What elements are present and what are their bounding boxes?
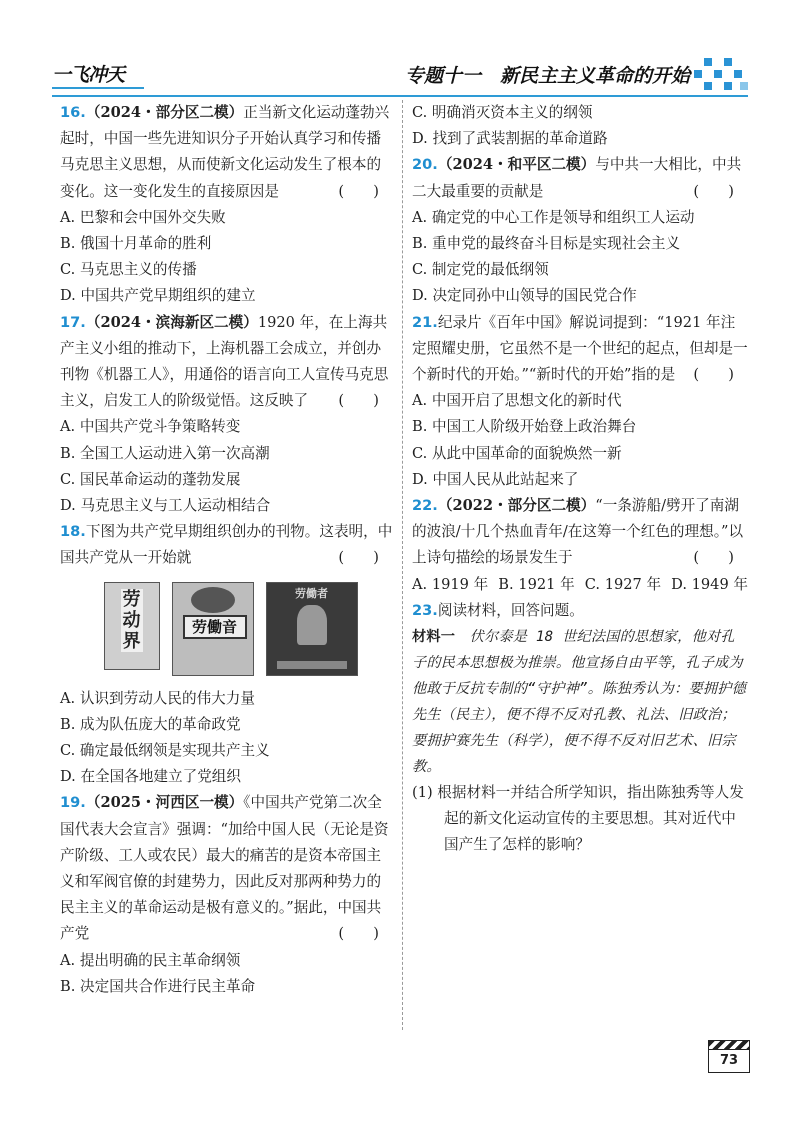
question-number: 21. bbox=[412, 313, 438, 331]
option[interactable]: C. 从此中国革命的面貌焕然一新 bbox=[412, 444, 622, 462]
question-number: 20. bbox=[412, 156, 438, 174]
option[interactable]: C. 1927 年 bbox=[584, 575, 662, 593]
question-stem: 阅读材料，回答问题。 bbox=[437, 601, 584, 619]
option[interactable]: A. 中国开启了思想文化的新时代 bbox=[412, 392, 622, 410]
option[interactable]: D. 中国共产党早期组织的建立 bbox=[60, 287, 256, 305]
option[interactable]: C. 马克思主义的传播 bbox=[60, 261, 197, 279]
question-stem: 纪录片《百年中国》解说词提到：“1921 年注定照耀史册，它虽然不是一个世纪的起点，但却是一个新时代的开始。”“新时代的开始”指的是 bbox=[412, 313, 748, 384]
header-rule bbox=[52, 95, 748, 97]
page-header bbox=[52, 58, 748, 96]
question-number: 23. bbox=[412, 601, 438, 619]
answer-blank[interactable]: ( ) bbox=[693, 182, 734, 200]
periodical-image-1: 劳动界 bbox=[104, 582, 160, 670]
option[interactable]: D. 中国人民从此站起来了 bbox=[412, 470, 579, 488]
option[interactable]: C. 国民革命运动的蓬勃发展 bbox=[60, 470, 241, 488]
question-number: 19. bbox=[60, 794, 86, 812]
option[interactable]: D. 决定同孙中山领导的国民党合作 bbox=[412, 287, 637, 305]
answer-blank[interactable]: ( ) bbox=[338, 392, 379, 410]
option[interactable]: B. 成为队伍庞大的革命政党 bbox=[60, 715, 241, 733]
question-number: 16. bbox=[60, 104, 86, 121]
option[interactable]: D. 找到了武装割据的革命道路 bbox=[412, 130, 608, 148]
chapter-title: 专题十一 新民主主义革命的开始 bbox=[404, 65, 690, 87]
material-text: 伏尔泰是 18 世纪法国的思想家，他对孔子的民本思想极为推崇。他宣扬自由平等，孔子成为他敢于反抗专制的“守护神”。陈独秀认为：要拥护德先生（民主），便不得不反对孔教、礼法、旧政治；要拥护赛先生（科学），便不得不反对旧艺术、旧宗教。 bbox=[412, 629, 747, 776]
option[interactable]: B. 俄国十月革命的胜利 bbox=[60, 235, 212, 253]
question-stem: 与中共一大相比，中共二大最重要的贡献是 bbox=[412, 156, 742, 200]
question-source: （2024・滨海新区二模） bbox=[85, 313, 258, 331]
question-source: （2025・河西区一模） bbox=[85, 794, 244, 812]
option[interactable]: D. 马克思主义与工人运动相结合 bbox=[60, 497, 271, 515]
option[interactable]: C. 确定最低纲领是实现共产主义 bbox=[60, 742, 270, 760]
option[interactable]: A. 中国共产党斗争策略转变 bbox=[60, 418, 241, 436]
question-source: （2024・和平区二模） bbox=[437, 156, 596, 174]
right-column bbox=[412, 100, 748, 859]
option[interactable]: B. 1921 年 bbox=[498, 575, 575, 593]
question-number: 22. bbox=[412, 497, 438, 515]
question-source: （2022・部分区二模） bbox=[437, 497, 596, 515]
option[interactable]: B. 重申党的最终奋斗目标是实现社会主义 bbox=[412, 235, 681, 253]
question-21 bbox=[412, 310, 748, 389]
periodical-image-2: 劳働音 bbox=[172, 582, 254, 676]
column-divider bbox=[402, 100, 403, 1030]
question-stem: 《中国共产党第二次全国代表大会宣言》强调：“加给中国人民（无论是资产阶级、工人或农民）最大的痛苦的是资本帝国主义和军阀官僚的封建势力，因此反对那两种势力的民主主义的革命运动是极有意义的。”据此，中国共产党 bbox=[60, 794, 389, 943]
question-number: 17. bbox=[60, 313, 86, 331]
option[interactable]: B. 中国工人阶级开始登上政治舞台 bbox=[412, 418, 637, 436]
question-stem: “一条游船/劈开了南湖的波浪/十几个热血青年/在这筹一个红色的理想。”以上诗句描绘的场景发生于 bbox=[412, 497, 744, 567]
question-23 bbox=[412, 598, 748, 624]
question-19 bbox=[60, 790, 393, 947]
periodicals-figure bbox=[68, 582, 393, 676]
question-20 bbox=[412, 152, 748, 204]
decorative-squares-icon bbox=[694, 58, 748, 94]
question-number: 18. bbox=[60, 523, 86, 541]
question-22 bbox=[412, 493, 748, 572]
material-label: 材料一 bbox=[412, 629, 456, 646]
option[interactable]: A. 提出明确的民主革命纲领 bbox=[60, 951, 241, 969]
option[interactable]: A. 1919 年 bbox=[412, 575, 489, 593]
option[interactable]: A. 确定党的中心工作是领导和组织工人运动 bbox=[412, 208, 695, 226]
brand-logo: 一飞冲天 bbox=[52, 64, 125, 86]
option[interactable]: A. 巴黎和会中国外交失败 bbox=[60, 208, 226, 226]
question-stem: 1920 年，在上海共产主义小组的推动下，上海机器工会成立，并创办刊物《机器工人》，用通俗的语言向工人宣传马克思主义，启发工人的阶级觉悟。这反映了 bbox=[60, 313, 389, 410]
material-one bbox=[412, 624, 748, 780]
option-row bbox=[412, 572, 748, 598]
answer-blank[interactable]: ( ) bbox=[338, 182, 379, 200]
left-column bbox=[60, 100, 393, 1000]
answer-blank[interactable]: ( ) bbox=[338, 549, 379, 567]
question-stem: 下图为共产党早期组织创办的刊物。这表明，中国共产党从一开始就 bbox=[60, 523, 393, 567]
option[interactable]: C. 制定党的最低纲领 bbox=[412, 261, 549, 279]
option[interactable]: D. 1949 年 bbox=[671, 575, 748, 593]
page-number-badge bbox=[708, 1040, 748, 1074]
question-stem: 正当新文化运动蓬勃兴起时，中国一些先进知识分子开始认真学习和传播马克思主义思想，从而使新文化运动发生了根本的变化。这一变化发生的直接原因是 bbox=[60, 104, 390, 200]
brand-underline bbox=[52, 87, 144, 89]
option[interactable]: C. 明确消灭资本主义的纲领 bbox=[412, 104, 593, 121]
option[interactable]: A. 认识到劳动人民的伟大力量 bbox=[60, 689, 255, 707]
question-17 bbox=[60, 310, 393, 415]
clapper-stripe-icon bbox=[708, 1040, 750, 1050]
option[interactable]: B. 全国工人运动进入第一次高潮 bbox=[60, 444, 270, 462]
option[interactable]: D. 在全国各地建立了党组织 bbox=[60, 768, 241, 786]
answer-blank[interactable]: ( ) bbox=[338, 925, 379, 943]
option[interactable]: B. 决定国共合作进行民主革命 bbox=[60, 977, 256, 995]
question-source: （2024・部分区二模） bbox=[85, 104, 244, 121]
answer-blank[interactable]: ( ) bbox=[693, 549, 734, 567]
page-number: 73 bbox=[708, 1050, 750, 1073]
question-18 bbox=[60, 519, 393, 571]
sub-question-1: (1) 根据材料一并结合所学知识，指出陈独秀等人发起的新文化运动宣传的主要思想。其对近代中国产生了怎样的影响？ bbox=[412, 784, 744, 854]
answer-blank[interactable]: ( ) bbox=[693, 366, 734, 384]
periodical-image-3: 劳働者 bbox=[266, 582, 358, 676]
question-16 bbox=[60, 100, 393, 205]
